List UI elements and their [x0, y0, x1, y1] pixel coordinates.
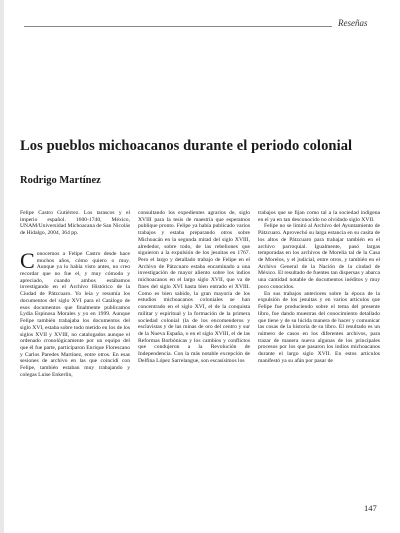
column-3-paragraph-2: Felipe no se limitó al Archivo del Ayuntamiento de Pátzcuaro. Aprovechó su larga estancia en su casita de los altos de Pátzcuaro para trabajar también en el archivo parroquial. Igualmente, pasó largas temporadas en los archivos de Morelia tal de la Casa de Morelos, y el judicial, entre otros, y también en el Archivo General de la Nación de la ciudad de México. El resultado de fuentes tan dispersas y abarca una cantidad notable de documentos inéditos y muy poco conocidos. [258, 223, 380, 290]
opening-paragraph-text: onocemos a Felipe Castro desde hace muchos años, cómo quiero o muy. Aunque ya lo había visto antes, no creo recordar que no fue el, y muy cómodo y apreciado, cuando ambos estábamos investigando en el Archivo Histórico de la Ciudad de Pátzcuaro. Yo leía y resumía los documentos del siglo XVI para el Catálogo de esos documentos que finalmente publicamos Lydia Espinosa Morales y yo en 1999. Aunque Felipe también trabajaba los documentos del siglo XVI, estaba sobre todo metido en los de los siglos XVII y XVIII, no catalogados aunque el ordenado cronológicamente por un equipo del que él fue parte, participaron Enrique Florescano y Carlos Paredes Martínez, entre otros. En esas sesiones de archivo en las que coincidí con Felipe, también estaban muy trabajando y colegas Luise Enkerlin, [20, 250, 130, 378]
article-title: Los pueblos michoacanos durante el periodo colonial [20, 138, 353, 154]
header-rule [24, 26, 332, 27]
text-column-3 [258, 210, 380, 365]
author-name: Rodrigo Martínez [20, 175, 101, 186]
column-3-paragraph-3: En sus trabajos anteriores sobre la época de la expulsión de los jesuitas y en varios artículos que Felipe fue produciendo sobre el tema del presente libro, fue dando muestras del conocimiento detallado que tiene y de su lúcida manera de hacer y comunicar las cosas de la historia de su libro. El resultado es un número de casos en los diferentes archivos, para trazar de manera nueva algunas de los principales procesos por los que pasaron los indios michoacanos durante el largo siglo XVII. En estos artículos manifestó ya su afán por pasar de [258, 290, 380, 364]
section-label: Reseñas [338, 18, 368, 28]
book-reference: Felipe Castro Gutiérrez. Los tarascos y el imperio español. 1600-1740, México, UNAM/Universidad Michoacana de San Nicolás de Hidalgo, 2004, 364 pp. [20, 210, 130, 237]
text-column-2 [138, 210, 250, 365]
text-column-1 [20, 210, 130, 379]
opening-paragraph [20, 247, 130, 379]
drop-cap: C [20, 247, 35, 273]
column-2-text: consultando los expedientes agrarios de, siglo XVIII para la tesis de maestría que esperamos publique pronto. Felipe ya había publicado varios trabajos y estaba preparando otros sobre Michoacán en la segunda mitad del siglo XVIII, alrededor, sobre todo, de las rebeliones que siguieron a la expulsión de los jesuitas en 1767. Pero el largo y detallado trabajo de Felipe en el Archivo de Pátzcuaro estaba encaminado a una investigación de mayor aliento sobre los indios michoacanos en el largo siglo XVII, que va de fines del siglo XVI hasta bien entrado el XVIII. Como es bien sabido, la gran mayoría de los estudios michoacanos coloniales se han concentrado en el siglo XVI, el de la conquista militar y espiritual y la formación de la primera sociedad colonial (la de los encomenderos y esclavistas y de las minas de oro del centro y sur de la Nueva España, o en el siglo XVIII, el de las Reformas Borbónicas y los cambios y conflictos que condujeron a la Revolución de Independencia. Con la más notable excepción de Delfina López Sarrelangue, son escasísimos los [138, 210, 250, 364]
page-number: 147 [364, 503, 377, 513]
column-3-paragraph-1: trabajos que se fijan como tal a la sociedad indígena en el ya en tan desconocido no olvidado siglo XVII. [258, 210, 380, 223]
page-edge-shadow [0, 0, 4, 533]
